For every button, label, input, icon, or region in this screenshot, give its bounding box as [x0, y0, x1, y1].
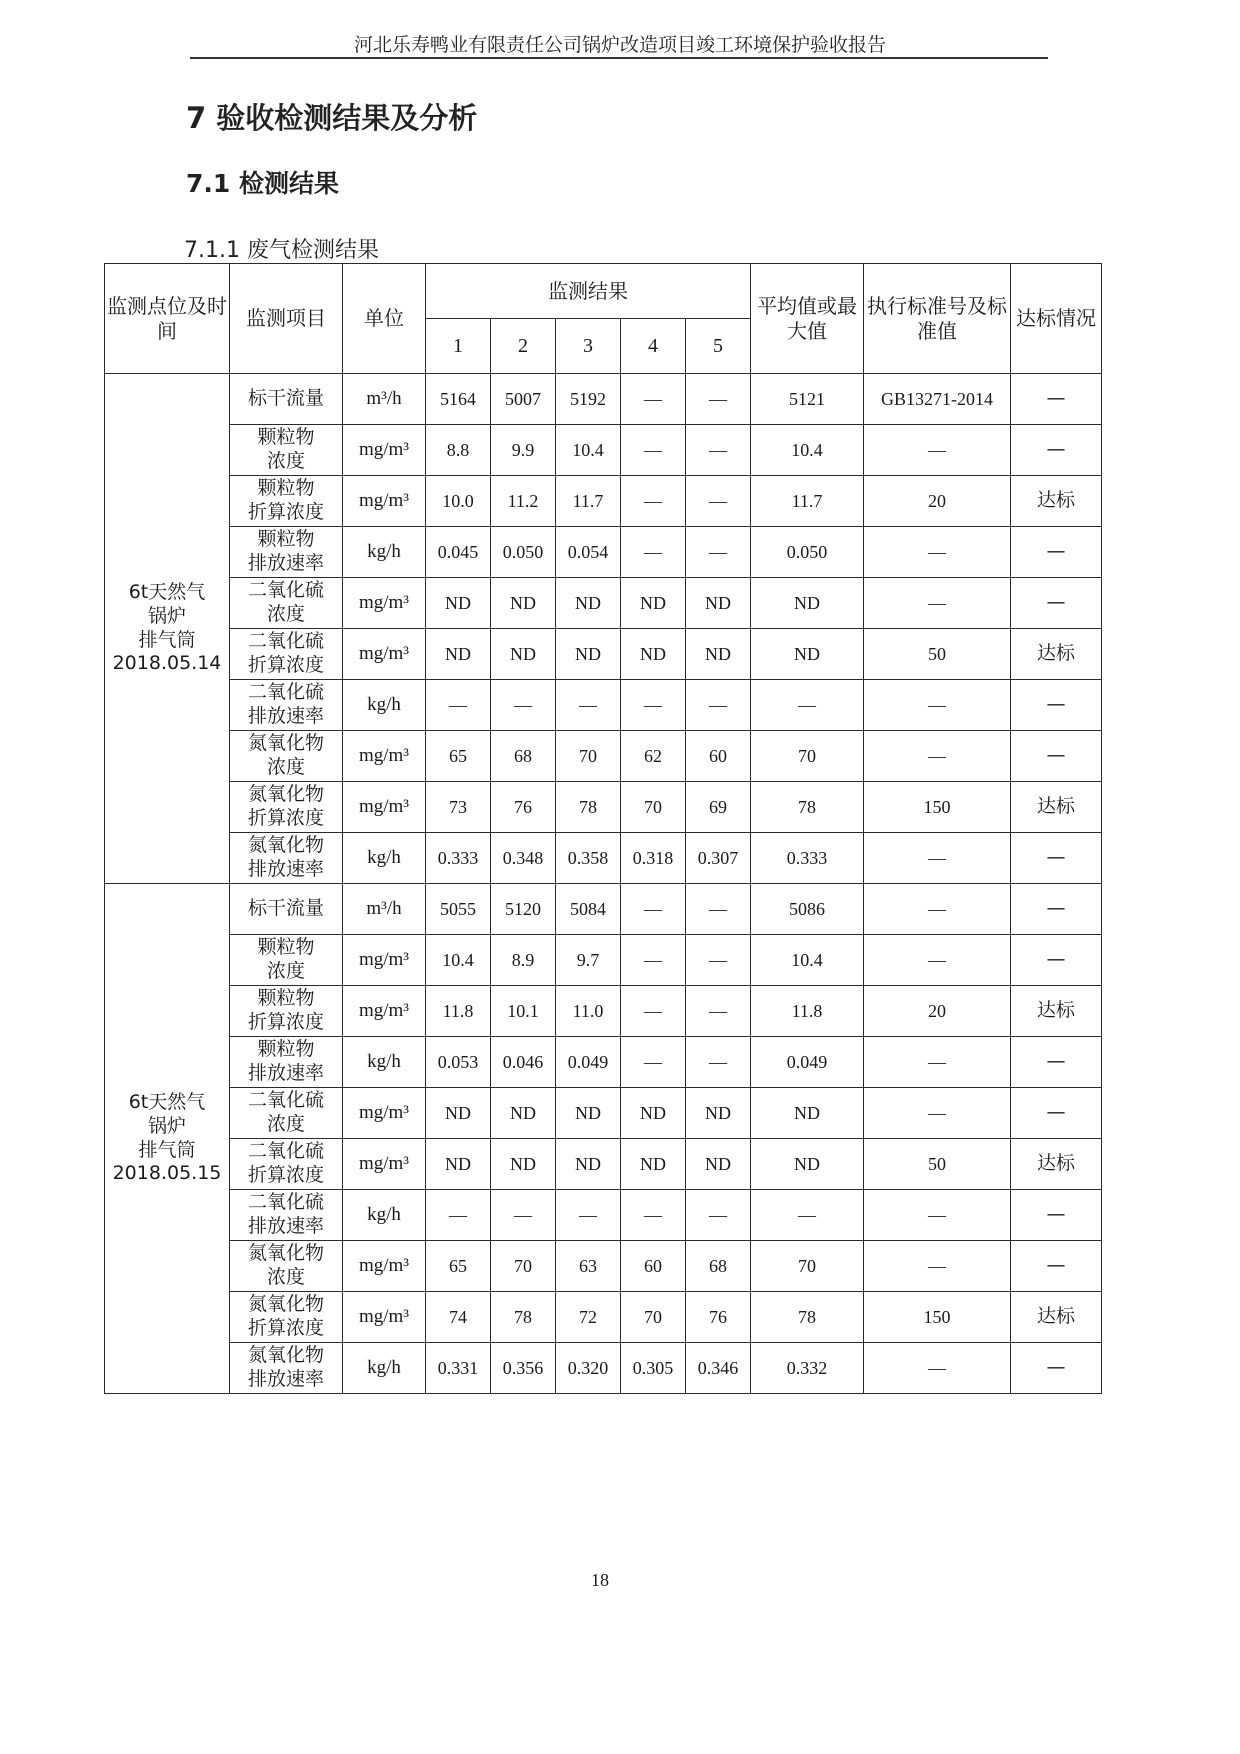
table-row: [105, 1037, 1102, 1088]
standard-cell: 50: [864, 629, 1011, 680]
item-line: 浓度: [266, 1266, 305, 1288]
status-cell: —: [1011, 1343, 1102, 1394]
value-cell: 65: [426, 1241, 491, 1292]
average-cell: 78: [751, 782, 864, 833]
value-cell: —: [686, 986, 751, 1037]
value-cell: 65: [426, 731, 491, 782]
unit-cell: mg/m³: [343, 935, 426, 986]
status-cell: —: [1011, 527, 1102, 578]
table-row: [105, 629, 1102, 680]
status-cell: —: [1011, 1088, 1102, 1139]
table-row: [105, 884, 1102, 935]
item-cell: [230, 629, 343, 680]
standard-cell: —: [864, 1088, 1011, 1139]
unit-cell: mg/m³: [343, 782, 426, 833]
value-cell: 8.9: [491, 935, 556, 986]
table-row: [105, 833, 1102, 884]
value-cell: 10.4: [426, 935, 491, 986]
section-heading: 7 验收检测结果及分析: [186, 101, 478, 135]
item-line: 二氧化硫: [247, 1089, 324, 1112]
item-line: 二氧化硫: [247, 1140, 324, 1163]
table-row: [105, 1139, 1102, 1190]
value-cell: ND: [556, 629, 621, 680]
average-cell: 10.4: [751, 935, 864, 986]
value-cell: 68: [686, 1241, 751, 1292]
status-cell: —: [1011, 374, 1102, 425]
value-cell: 0.050: [491, 527, 556, 578]
average-cell: 11.7: [751, 476, 864, 527]
value-cell: ND: [491, 578, 556, 629]
average-cell: 70: [751, 731, 864, 782]
item-line: 排放速率: [247, 858, 324, 880]
average-cell: ND: [751, 1088, 864, 1139]
monitoring-point-line: 2018.05.15: [112, 1162, 222, 1185]
value-cell: ND: [426, 1139, 491, 1190]
average-cell: 5121: [751, 374, 864, 425]
item-line: 标干流量: [247, 897, 324, 920]
item-cell: [230, 476, 343, 527]
value-cell: 76: [491, 782, 556, 833]
unit-cell: mg/m³: [343, 731, 426, 782]
value-cell: 10.4: [556, 425, 621, 476]
monitoring-point-line: 锅炉: [147, 604, 186, 627]
item-line: 折算浓度: [247, 807, 324, 829]
subsection-heading: 7.1 检测结果: [186, 169, 339, 198]
value-cell: 76: [686, 1292, 751, 1343]
item-line: 颗粒物: [257, 477, 315, 500]
unit-cell: m³/h: [343, 374, 426, 425]
value-cell: 0.046: [491, 1037, 556, 1088]
column-header-results: 监测结果: [426, 264, 751, 319]
value-cell: —: [621, 1190, 686, 1241]
average-cell: ND: [751, 1139, 864, 1190]
status-cell: —: [1011, 1241, 1102, 1292]
item-cell: [230, 833, 343, 884]
item-line: 排放速率: [247, 552, 324, 574]
item-line: 排放速率: [247, 1368, 324, 1390]
average-cell: 10.4: [751, 425, 864, 476]
value-cell: 0.333: [426, 833, 491, 884]
value-cell: 78: [491, 1292, 556, 1343]
standard-cell: —: [864, 833, 1011, 884]
value-cell: 0.356: [491, 1343, 556, 1394]
value-cell: ND: [556, 1139, 621, 1190]
unit-cell: mg/m³: [343, 578, 426, 629]
table-row: [105, 986, 1102, 1037]
standard-cell: 150: [864, 782, 1011, 833]
unit-cell: mg/m³: [343, 425, 426, 476]
value-cell: 5084: [556, 884, 621, 935]
value-cell: 0.346: [686, 1343, 751, 1394]
status-cell: —: [1011, 731, 1102, 782]
value-cell: —: [621, 884, 686, 935]
value-cell: ND: [491, 1088, 556, 1139]
unit-cell: mg/m³: [343, 1292, 426, 1343]
standard-cell: —: [864, 731, 1011, 782]
value-cell: —: [556, 1190, 621, 1241]
value-cell: —: [686, 1190, 751, 1241]
standard-cell: —: [864, 1241, 1011, 1292]
item-cell: [230, 731, 343, 782]
status-cell: —: [1011, 425, 1102, 476]
unit-cell: kg/h: [343, 1037, 426, 1088]
value-cell: ND: [686, 1088, 751, 1139]
value-cell: 11.7: [556, 476, 621, 527]
column-header-point: 监测点位及时间: [105, 264, 230, 374]
unit-cell: mg/m³: [343, 1241, 426, 1292]
item-cell: [230, 782, 343, 833]
item-line: 氮氧化物: [247, 732, 324, 755]
standard-cell: 50: [864, 1139, 1011, 1190]
value-cell: 78: [556, 782, 621, 833]
standard-cell: —: [864, 1190, 1011, 1241]
column-header-run: 4: [621, 319, 686, 374]
item-line: 折算浓度: [247, 501, 324, 523]
monitoring-point-line: 排气筒: [138, 628, 196, 651]
item-line: 浓度: [266, 1113, 305, 1135]
status-cell: —: [1011, 884, 1102, 935]
page-header: 河北乐寿鸭业有限责任公司锅炉改造项目竣工环境保护验收报告: [353, 34, 886, 56]
average-cell: 11.8: [751, 986, 864, 1037]
item-cell: [230, 1190, 343, 1241]
value-cell: —: [621, 425, 686, 476]
status-cell: 达标: [1011, 476, 1102, 527]
value-cell: 70: [491, 1241, 556, 1292]
column-header-status: 达标情况: [1011, 264, 1102, 374]
item-line: 标干流量: [247, 387, 324, 410]
standard-cell: —: [864, 680, 1011, 731]
standard-cell: —: [864, 1037, 1011, 1088]
unit-cell: kg/h: [343, 1343, 426, 1394]
item-line: 颗粒物: [257, 936, 315, 959]
table-row: [105, 731, 1102, 782]
standard-cell: GB13271-2014: [864, 374, 1011, 425]
unit-cell: mg/m³: [343, 1088, 426, 1139]
status-cell: —: [1011, 833, 1102, 884]
monitoring-point-line: 6t天然气: [128, 1091, 206, 1113]
monitoring-point-cell: [105, 884, 230, 1394]
sub-subsection-heading: 7.1.1 废气检测结果: [184, 238, 379, 263]
value-cell: 0.053: [426, 1037, 491, 1088]
value-cell: ND: [556, 578, 621, 629]
value-cell: 11.2: [491, 476, 556, 527]
item-cell: [230, 935, 343, 986]
item-line: 浓度: [266, 603, 305, 625]
item-line: 折算浓度: [247, 654, 324, 676]
unit-cell: mg/m³: [343, 476, 426, 527]
item-line: 颗粒物: [257, 1038, 315, 1061]
item-line: 氮氧化物: [247, 834, 324, 857]
column-header-run: 1: [426, 319, 491, 374]
column-header-item: 监测项目: [230, 264, 343, 374]
item-cell: [230, 374, 343, 425]
item-line: 二氧化硫: [247, 579, 324, 602]
unit-cell: kg/h: [343, 680, 426, 731]
unit-cell: kg/h: [343, 527, 426, 578]
value-cell: 5055: [426, 884, 491, 935]
unit-cell: mg/m³: [343, 986, 426, 1037]
value-cell: 70: [621, 1292, 686, 1343]
value-cell: 60: [621, 1241, 686, 1292]
value-cell: —: [621, 527, 686, 578]
status-cell: —: [1011, 680, 1102, 731]
item-line: 二氧化硫: [247, 630, 324, 653]
monitoring-point-line: 2018.05.14: [112, 652, 222, 675]
standard-cell: 150: [864, 1292, 1011, 1343]
value-cell: 10.0: [426, 476, 491, 527]
average-cell: 70: [751, 1241, 864, 1292]
table-row: [105, 476, 1102, 527]
table-row: [105, 935, 1102, 986]
value-cell: 0.307: [686, 833, 751, 884]
standard-cell: —: [864, 578, 1011, 629]
value-cell: ND: [621, 578, 686, 629]
value-cell: —: [621, 1037, 686, 1088]
item-line: 二氧化硫: [247, 681, 324, 704]
standard-cell: —: [864, 935, 1011, 986]
item-cell: [230, 527, 343, 578]
table-row: [105, 1292, 1102, 1343]
value-cell: 63: [556, 1241, 621, 1292]
status-cell: —: [1011, 935, 1102, 986]
status-cell: 达标: [1011, 782, 1102, 833]
item-line: 排放速率: [247, 1062, 324, 1084]
value-cell: 0.045: [426, 527, 491, 578]
monitoring-point-line: 锅炉: [147, 1114, 186, 1137]
standard-cell: —: [864, 884, 1011, 935]
value-cell: 0.331: [426, 1343, 491, 1394]
value-cell: 11.8: [426, 986, 491, 1037]
status-cell: —: [1011, 1037, 1102, 1088]
average-cell: —: [751, 680, 864, 731]
value-cell: 73: [426, 782, 491, 833]
exhaust-gas-results-table: [104, 263, 1102, 1394]
value-cell: 0.358: [556, 833, 621, 884]
value-cell: —: [686, 1037, 751, 1088]
item-line: 浓度: [266, 756, 305, 778]
average-cell: 0.332: [751, 1343, 864, 1394]
value-cell: 5164: [426, 374, 491, 425]
value-cell: 72: [556, 1292, 621, 1343]
value-cell: ND: [556, 1088, 621, 1139]
average-cell: ND: [751, 629, 864, 680]
item-cell: [230, 680, 343, 731]
value-cell: ND: [686, 578, 751, 629]
monitoring-point-cell: [105, 374, 230, 884]
table-row: [105, 1190, 1102, 1241]
item-line: 颗粒物: [257, 426, 315, 449]
value-cell: 68: [491, 731, 556, 782]
status-cell: —: [1011, 578, 1102, 629]
value-cell: 0.305: [621, 1343, 686, 1394]
item-line: 折算浓度: [247, 1317, 324, 1339]
value-cell: —: [491, 1190, 556, 1241]
item-line: 折算浓度: [247, 1164, 324, 1186]
value-cell: —: [686, 527, 751, 578]
value-cell: ND: [491, 1139, 556, 1190]
page-number: 18: [591, 1570, 609, 1590]
value-cell: 0.318: [621, 833, 686, 884]
standard-cell: —: [864, 425, 1011, 476]
average-cell: ND: [751, 578, 864, 629]
standard-cell: —: [864, 527, 1011, 578]
column-header-run: 2: [491, 319, 556, 374]
value-cell: 0.049: [556, 1037, 621, 1088]
value-cell: —: [621, 680, 686, 731]
item-line: 氮氧化物: [247, 1293, 324, 1316]
value-cell: —: [686, 884, 751, 935]
table-row: [105, 1088, 1102, 1139]
value-cell: 62: [621, 731, 686, 782]
item-cell: [230, 1343, 343, 1394]
item-cell: [230, 578, 343, 629]
value-cell: ND: [426, 578, 491, 629]
unit-cell: kg/h: [343, 1190, 426, 1241]
table-row: [105, 1241, 1102, 1292]
item-line: 浓度: [266, 450, 305, 472]
standard-cell: 20: [864, 986, 1011, 1037]
value-cell: ND: [621, 629, 686, 680]
column-header-average: 平均值或最大值: [751, 264, 864, 374]
value-cell: ND: [426, 1088, 491, 1139]
item-cell: [230, 1139, 343, 1190]
value-cell: ND: [686, 1139, 751, 1190]
value-cell: ND: [621, 1088, 686, 1139]
value-cell: 5192: [556, 374, 621, 425]
value-cell: ND: [426, 629, 491, 680]
unit-cell: mg/m³: [343, 1139, 426, 1190]
average-cell: 5086: [751, 884, 864, 935]
average-cell: —: [751, 1190, 864, 1241]
value-cell: —: [686, 935, 751, 986]
unit-cell: m³/h: [343, 884, 426, 935]
table-row: [105, 527, 1102, 578]
item-line: 排放速率: [247, 705, 324, 727]
table-row: [105, 425, 1102, 476]
value-cell: 5007: [491, 374, 556, 425]
value-cell: —: [426, 1190, 491, 1241]
value-cell: 11.0: [556, 986, 621, 1037]
item-cell: [230, 1241, 343, 1292]
monitoring-point-line: 排气筒: [138, 1138, 196, 1161]
value-cell: —: [556, 680, 621, 731]
value-cell: 10.1: [491, 986, 556, 1037]
status-cell: —: [1011, 1190, 1102, 1241]
value-cell: 9.9: [491, 425, 556, 476]
table-row: [105, 680, 1102, 731]
status-cell: 达标: [1011, 1292, 1102, 1343]
value-cell: —: [686, 476, 751, 527]
column-header-run: 3: [556, 319, 621, 374]
table-row: [105, 578, 1102, 629]
item-line: 二氧化硫: [247, 1191, 324, 1214]
value-cell: ND: [686, 629, 751, 680]
average-cell: 0.050: [751, 527, 864, 578]
value-cell: 0.320: [556, 1343, 621, 1394]
unit-cell: mg/m³: [343, 629, 426, 680]
value-cell: 74: [426, 1292, 491, 1343]
item-cell: [230, 1088, 343, 1139]
average-cell: 78: [751, 1292, 864, 1343]
item-line: 氮氧化物: [247, 1242, 324, 1265]
column-header-run: 5: [686, 319, 751, 374]
item-line: 排放速率: [247, 1215, 324, 1237]
table-row: [105, 1343, 1102, 1394]
average-cell: 0.049: [751, 1037, 864, 1088]
standard-cell: 20: [864, 476, 1011, 527]
value-cell: 0.348: [491, 833, 556, 884]
value-cell: —: [686, 680, 751, 731]
column-header-standard: 执行标准号及标准值: [864, 264, 1011, 374]
monitoring-point-line: 6t天然气: [128, 581, 206, 603]
item-line: 颗粒物: [257, 987, 315, 1010]
item-cell: [230, 1037, 343, 1088]
table-row: [105, 374, 1102, 425]
value-cell: 70: [621, 782, 686, 833]
value-cell: ND: [491, 629, 556, 680]
average-cell: 0.333: [751, 833, 864, 884]
value-cell: 60: [686, 731, 751, 782]
item-line: 氮氧化物: [247, 1344, 324, 1367]
item-line: 颗粒物: [257, 528, 315, 551]
status-cell: 达标: [1011, 986, 1102, 1037]
unit-cell: kg/h: [343, 833, 426, 884]
column-header-unit: 单位: [343, 264, 426, 374]
value-cell: 8.8: [426, 425, 491, 476]
value-cell: —: [686, 425, 751, 476]
item-line: 折算浓度: [247, 1011, 324, 1033]
status-cell: 达标: [1011, 1139, 1102, 1190]
item-cell: [230, 986, 343, 1037]
item-line: 氮氧化物: [247, 783, 324, 806]
value-cell: —: [426, 680, 491, 731]
header-divider: [190, 57, 1048, 59]
value-cell: —: [491, 680, 556, 731]
value-cell: —: [621, 986, 686, 1037]
value-cell: 0.054: [556, 527, 621, 578]
table-row: [105, 782, 1102, 833]
item-cell: [230, 425, 343, 476]
value-cell: 70: [556, 731, 621, 782]
value-cell: 9.7: [556, 935, 621, 986]
standard-cell: —: [864, 1343, 1011, 1394]
status-cell: 达标: [1011, 629, 1102, 680]
value-cell: —: [621, 374, 686, 425]
value-cell: ND: [621, 1139, 686, 1190]
item-cell: [230, 884, 343, 935]
value-cell: —: [621, 935, 686, 986]
value-cell: —: [621, 476, 686, 527]
value-cell: 5120: [491, 884, 556, 935]
value-cell: 69: [686, 782, 751, 833]
item-cell: [230, 1292, 343, 1343]
value-cell: —: [686, 374, 751, 425]
item-line: 浓度: [266, 960, 305, 982]
